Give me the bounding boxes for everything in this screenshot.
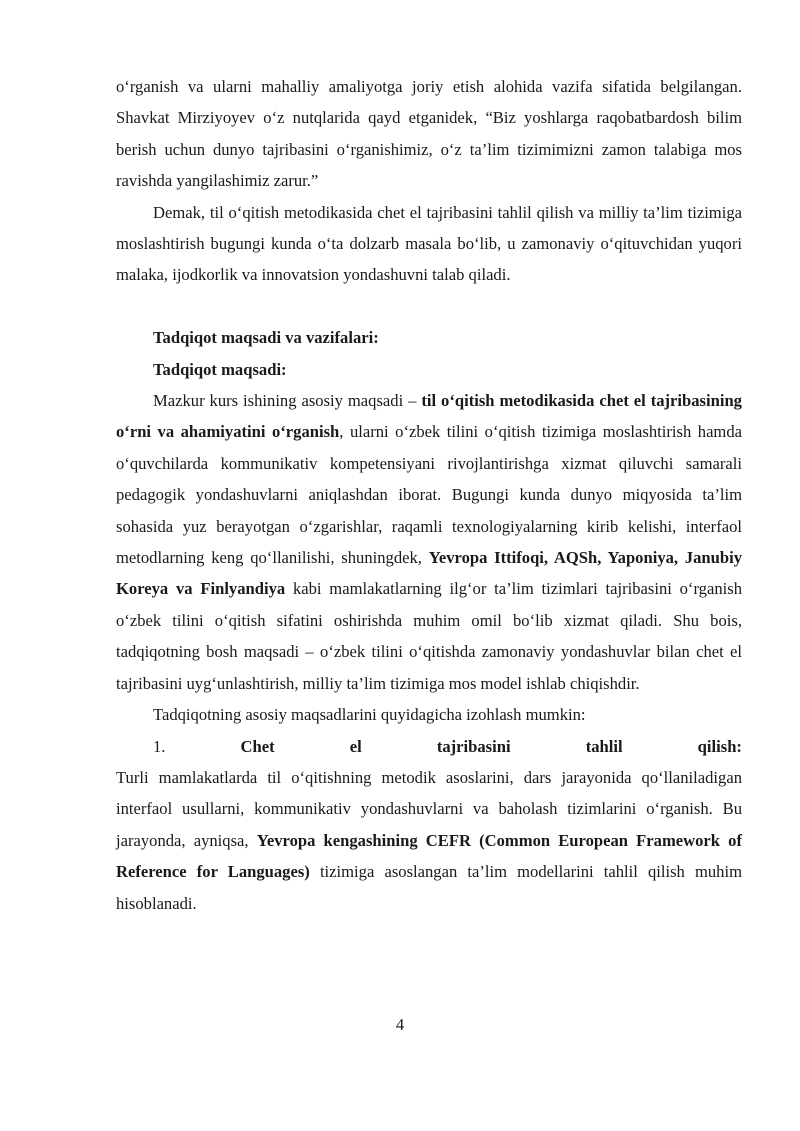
list-item-number: 1. — [153, 736, 166, 756]
section-heading: Tadqiqot maqsadi va vazifalari: — [153, 328, 379, 348]
item-text-1: Turli mamlakatlarda til o‘qitishning metodik asoslarini, dars jarayonida qo‘llaniladigan interfaol usullarni, kommunikativ yondashuvlarni va baholash tizimlarini o‘rganish. Bu jarayonda, ayniqsa, — [116, 767, 742, 850]
goal-text-1: Mazkur kurs ishining asosiy maqsadi – — [153, 391, 422, 411]
list-item-title-word: tajribasini — [436, 736, 511, 756]
goal-text-2: , ularni o‘zbek tilini o‘qitish tizimiga moslashtirish hamda o‘quvchilarda kommunikativ kompetensiyani rivojlantirishga xizmat qiluvchi samarali pedagogik yondashuvlarni aniqlashdan iborat. Bugungi kunda dunyo miqyosida ta’lim sohasida yuz berayotgan o‘zgarishlar, raqamli texnologiyalarning kirib kelishi, interfaol metodlarning keng qo‘llanilishi, shuningdek, — [116, 422, 742, 568]
paragraph-conclusion: Demak, til o‘qitish metodikasida chet el tajribasini tahlil qilish va milliy ta’lim tizimiga moslashtirish bugungi kunda o‘ta dolzarb masala bo‘lib, u zamonaviy o‘qituvchidan yuqori malaka, ijodkorlik va innovatsion yondashuvni talab qiladi. — [116, 202, 742, 285]
paragraph-goal — [116, 385, 742, 699]
document-page — [116, 71, 742, 919]
page-number: 4 — [395, 1015, 405, 1034]
paragraph-intro: o‘rganish va ularni mahalliy amaliyotga joriy etish alohida vazifa sifatida belgilangan. Shavkat Mirziyoyev o‘z nutqlarida qayd etganidek, “Biz yoshlarga raqobatbardosh bilim berish uchun dunyo tajribasini o‘rganishimiz, o‘z ta’lim tizimimizni zamon talabiga mos ravishda yangilashimiz zarur.” — [116, 77, 742, 191]
item-bold-1: Yevropa kengashining CEFR (Common European Framework of Reference for Languages) — [116, 830, 743, 882]
list-item-1-body — [116, 762, 742, 919]
list-item-title-word: el — [349, 736, 362, 756]
goal-text-3: kabi mamlakatlarning ilg‘or ta’lim tizimlari tajribasini o‘rganish o‘zbek tilini o‘qitish sifatini oshirishda muhim omil bo‘lib xizmat qiladi. Shu bois, tadqiqotning bosh maqsadi – o‘zbek tilini o‘qitishda zamonaviy yondashuvlar bilan chet el tajribasini uyg‘unlashtirish, milliy ta’lim tizimiga mos model ishlab chiqishdir. — [116, 579, 742, 693]
goal-bold-2: Yevropa Ittifoqi, AQSh, Yaponiya, Janubiy Koreya va Finlyandiya — [116, 548, 742, 599]
subsection-heading: Tadqiqot maqsadi: — [153, 359, 287, 379]
item-text-2: tizimiga asoslangan ta’lim modellarini tahlil qilish muhim hisoblanadi. — [116, 862, 742, 913]
goal-bold-1: til o‘qitish metodikasida chet el tajribasining o‘rni va ahamiyatini o‘rganish — [116, 391, 742, 442]
list-item-title-word: Chet — [240, 736, 275, 756]
list-item-title-word: qilish: — [697, 736, 742, 756]
list-item-1-title — [116, 731, 742, 762]
list-item-title-word: tahlil — [585, 736, 623, 756]
blank-line — [116, 291, 742, 322]
paragraph-goals-intro: Tadqiqotning asosiy maqsadlarini quyidagicha izohlash mumkin: — [153, 705, 586, 725]
